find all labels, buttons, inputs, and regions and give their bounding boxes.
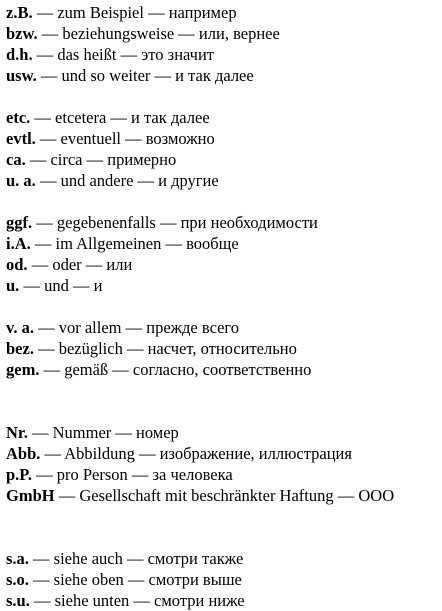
abbreviation: bez. [6, 339, 34, 358]
definition: — zum Beispiel — например [32, 3, 237, 22]
abbreviation: bzw. [6, 24, 38, 43]
abbreviation-entry [6, 212, 438, 233]
abbreviation-entry [6, 422, 438, 443]
abbreviation-group-4 [6, 317, 438, 380]
abbreviation: s.u. [6, 591, 30, 610]
abbreviation-entry [6, 2, 438, 23]
abbreviation-entry [6, 65, 438, 86]
abbreviation-entry [6, 443, 438, 464]
abbreviation-entry [6, 485, 438, 506]
abbreviation: evtl. [6, 129, 36, 148]
abbreviation-entry [6, 317, 438, 338]
abbreviation-entry [6, 128, 438, 149]
abbreviation: etc. [6, 108, 31, 127]
group-spacer [6, 86, 438, 107]
abbreviation-group-1 [6, 2, 438, 86]
definition: — und so weiter — и так далее [36, 66, 254, 85]
abbreviation-entry [6, 359, 438, 380]
definition: — vor allem — прежде всего [33, 318, 240, 337]
definition: — gemäß — согласно, соответственно [39, 360, 312, 379]
abbreviation-group-3 [6, 212, 438, 296]
definition: — siehe auch — смотри также [28, 549, 244, 568]
abbreviation-entry [6, 44, 438, 65]
abbreviation-entry [6, 338, 438, 359]
group-spacer [6, 191, 438, 212]
abbreviation-group-2 [6, 107, 438, 191]
abbreviation-entry [6, 254, 438, 275]
definition: — circa — примерно [25, 150, 177, 169]
definition: — oder — или [27, 255, 133, 274]
abbreviation-entry [6, 464, 438, 485]
abbreviation: od. [6, 255, 28, 274]
abbreviation: v. a. [6, 318, 34, 337]
definition: — beziehungsweise — или, вернее [37, 24, 280, 43]
definition: — Gesellschaft mit beschränkter Haftung — ООО [54, 486, 395, 505]
group-spacer [6, 506, 438, 548]
abbreviation: u. a. [6, 171, 36, 190]
abbreviation-list [6, 2, 438, 611]
group-spacer [6, 380, 438, 422]
abbreviation: i.A. [6, 234, 31, 253]
abbreviation-entry [6, 548, 438, 569]
abbreviation: z.B. [6, 3, 33, 22]
definition: — pro Person — за человека [32, 465, 233, 484]
abbreviation: usw. [6, 66, 37, 85]
definition: — und andere — и другие [35, 171, 219, 190]
definition: — im Allgemeinen — вообще [30, 234, 239, 253]
abbreviation: s.a. [6, 549, 29, 568]
group-spacer [6, 296, 438, 317]
abbreviation-entry [6, 275, 438, 296]
definition: — siehe unten — смотри ниже [29, 591, 245, 610]
abbreviation: p.P. [6, 465, 32, 484]
abbreviation-group-5 [6, 422, 438, 506]
abbreviation: Nr. [6, 423, 28, 442]
definition: — etcetera — и так далее [30, 108, 210, 127]
abbreviation: d.h. [6, 45, 33, 64]
abbreviation: GmbH [6, 486, 55, 505]
definition: — Nummer — номер [27, 423, 179, 442]
definition: — bezüglich — насчет, относительно [33, 339, 297, 358]
abbreviation-entry [6, 233, 438, 254]
definition: — und — и [19, 276, 103, 295]
definition: — Abbildung — изображение, иллюстрация [40, 444, 352, 463]
abbreviation-entry [6, 23, 438, 44]
abbreviation-entry [6, 569, 438, 590]
abbreviation: Abb. [6, 444, 41, 463]
definition: — gegebenenfalls — при необходимости [32, 213, 318, 232]
abbreviation: ca. [6, 150, 26, 169]
abbreviation-entry [6, 149, 438, 170]
abbreviation: gem. [6, 360, 40, 379]
abbreviation: ggf. [6, 213, 33, 232]
definition: — eventuell — возможно [35, 129, 215, 148]
abbreviation: u. [6, 276, 20, 295]
abbreviation-entry [6, 590, 438, 611]
abbreviation-entry [6, 170, 438, 191]
abbreviation-entry [6, 107, 438, 128]
abbreviation-group-6 [6, 548, 438, 611]
definition: — das heißt — это значит [32, 45, 215, 64]
definition: — siehe oben — смотри выше [28, 570, 242, 589]
abbreviation: s.o. [6, 570, 29, 589]
